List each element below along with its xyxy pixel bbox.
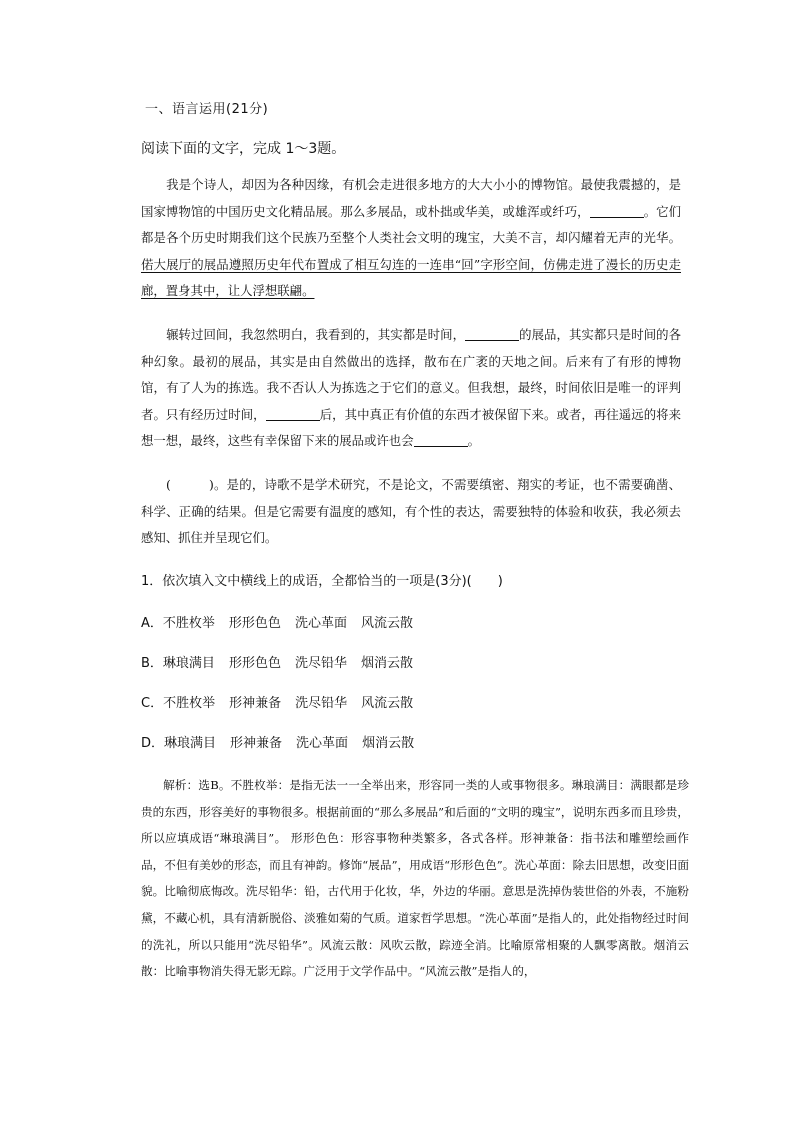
reading-instruction: 阅读下面的文字，完成 1～3题。 xyxy=(141,141,346,157)
option-item: 琳琅满目 xyxy=(162,656,215,671)
option-item: 琳琅满目 xyxy=(164,736,217,751)
analysis-text: 解析：选B。不胜枚举：是指无法一一全举出来，形容同一类的人或事物很多。琳琅满目：满眼都是珍贵的东西，形容美好的事物很多。根据前面的“那么多展品”和后面的“文明的瑰宝”，说明东西多而且珍贵，所以应填成语“琳琅满目”。 形形色色：形容事物种类繁多，各式各样。形神兼备：指书法和雕塑绘画作品，不但有美妙的形态，而且有神韵。修饰“展品”，用成语“形形色色”。洗心革面：除去旧思想，改变旧面貌。比喻彻底悔改。洗尽铅华：铅，古代用于化妆，华，外边的华丽。意思是洗掉伪装世俗的外表，不施粉黛，不藏心机，具有清新脱俗、淡雅如菊的气质。道家哲学思想。“洗心革面”是指人的，此处指物经过时间的洗礼，所以只能用“洗尽铅华”。风流云散：风吹云散，踪迹全消。比喻原常相聚的人飘零离散。烟消云散：比喻事物消失得无影无踪。广泛用于文学作品中。“风流云散”是指人的， xyxy=(141,778,689,979)
option-letter: D． xyxy=(141,736,165,751)
option-letter: A． xyxy=(141,616,163,631)
option-item: 烟消云散 xyxy=(362,736,415,751)
p3-text: 。是的，诗歌不是学术研究，不是论文，不需要缜密、翔实的考证，也不需要确凿、科学、正确的结果。但是它需要有温度的感知，有个性的表达，需要独特的体验和收获，我必须去感知、抓住并呈现它们。 xyxy=(141,477,682,546)
option-item: 风流云散 xyxy=(360,616,413,631)
option-letter: C． xyxy=(141,696,164,711)
option-item: 洗尽铅华 xyxy=(295,696,348,711)
p1-text-b: 。它们都是各个历史时期我们这个民族乃至整个人类社会文明的瑰宝，大美不言，却闪耀着无声的光华。 xyxy=(141,203,682,246)
option-item: 洗尽铅华 xyxy=(294,656,347,671)
option-item: 形形色色 xyxy=(228,616,281,631)
option-item: 烟消云散 xyxy=(360,656,413,671)
answer-blank-2 xyxy=(465,326,519,341)
option-a xyxy=(141,612,427,631)
passage-paragraph-2 xyxy=(141,322,681,455)
section-title: 一、语言运用(21分) xyxy=(145,102,269,117)
underlined-sentence: 偌大展厅的展品遵照历史年代布置成了相互勾连的一连串“回”字形空间，仿佛走进了漫长的历史走廊，置身其中，让人浮想联翩。 xyxy=(141,256,681,299)
answer-blank-1 xyxy=(590,203,644,218)
option-item: 形形色色 xyxy=(228,656,281,671)
p2-text-c: 后，其中真正有价值的东西才被保留下来。或者，再往遥远的将来想一想，最终，这些有幸保留下来的展品或许也会 xyxy=(141,406,682,449)
option-item: 形神兼备 xyxy=(230,736,283,751)
question-stem: 1．依次填入文中横线上的成语，全都恰当的一项是(3分)( ) xyxy=(141,574,503,589)
answer-blank-3 xyxy=(266,406,320,421)
p1-text-a: 我是个诗人，却因为各种因缘，有机会走进很多地方的大大小小的博物馆。最使我震撼的，是国家博物馆的中国历史文化精品展。那么多展品，或朴拙或华美，或雄浑或纤巧， xyxy=(141,177,681,219)
option-item: 不胜枚举 xyxy=(162,616,215,631)
option-item: 形神兼备 xyxy=(229,696,282,711)
answer-analysis xyxy=(141,772,689,985)
option-b xyxy=(141,652,427,671)
option-item: 风流云散 xyxy=(361,696,414,711)
answer-blank-4 xyxy=(414,432,468,447)
option-d xyxy=(141,732,428,751)
option-item: 不胜枚举 xyxy=(163,696,216,711)
p2-text-a: 辗转过回间，我忽然明白，我看到的，其实都是时间， xyxy=(166,327,466,342)
passage-paragraph-1 xyxy=(141,172,681,305)
option-item: 洗心革面 xyxy=(294,616,347,631)
option-c xyxy=(141,692,427,711)
p2-text-b: 的展品，其实都只是时间的各种幻象。最初的展品，其实是由自然做出的选择，散布在广袤的天地之间。后来有了有形的博物馆，有了人为的拣选。我不否认人为拣选之于它们的意义。但我想，最终，时间依旧是唯一的评判者。只有经历过时间， xyxy=(141,327,682,422)
option-item: 洗心革面 xyxy=(296,736,349,751)
blank-parenthesis: ( ) xyxy=(166,477,214,492)
option-letter: B． xyxy=(141,656,163,671)
passage-paragraph-3 xyxy=(141,472,681,552)
p2-text-d: 。 xyxy=(467,433,480,449)
